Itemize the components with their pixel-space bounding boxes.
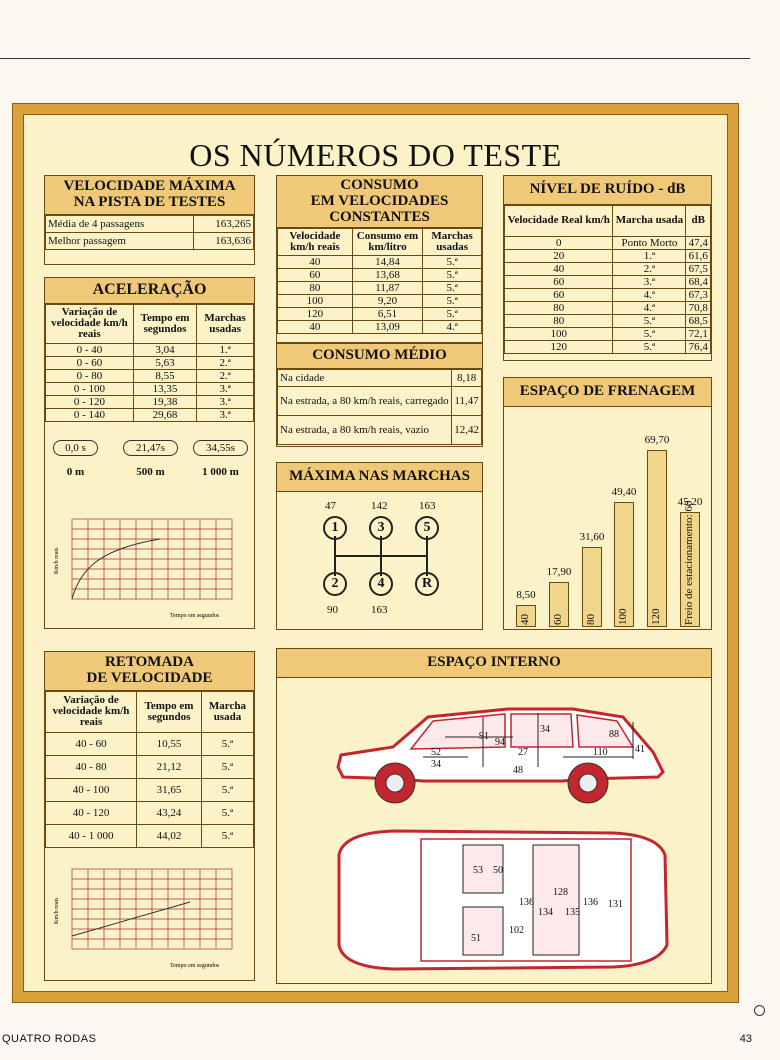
gear-diagram: 47 142 163 1 3 5 2 4 R 90 163 <box>277 492 482 622</box>
svg-text:110: 110 <box>593 747 608 758</box>
braking-bar-value: 45,20 <box>677 496 703 508</box>
marker-500: 21,47s 500 m <box>123 440 178 478</box>
svg-text:51: 51 <box>471 933 481 944</box>
noise-table: Velocidade Real km/h Marcha usada dB 0 Ponto Morto 47,4 20 1.ª 61,6 40 2.ª 67,5 60 3.ª 68,4 60 4.ª 67,3 80 4.ª 70,8 80 5.ª 68,5 100 5.ª 72,1 120 5.ª 76,4 <box>504 205 711 354</box>
consumption-table: Velocidade km/h reais Consumo em km/litro Marchas usadas 40 14,84 5.ª 60 13,68 5.ª 80 11,87 5.ª 100 9,20 5.ª 120 6,51 5.ª 40 13,09 4.ª <box>277 228 482 334</box>
footer-page-number: 43 <box>739 1033 752 1045</box>
gear-3-icon: 3 <box>369 516 393 540</box>
table-row: Na estrada, a 80 km/h reais, vazio 12,42 <box>278 415 482 444</box>
braking-header: ESPAÇO DE FRENAGEM <box>504 378 711 407</box>
test-results-panel <box>12 103 739 1003</box>
svg-text:52: 52 <box>431 747 441 758</box>
table-row: 60 4.ª 67,3 <box>505 288 711 301</box>
marker-0: 0,0 s 0 m <box>53 440 98 478</box>
top-rule <box>0 58 750 59</box>
acceleration-header: ACELERAÇÃO <box>45 278 254 304</box>
consumption-header: CONSUMO EM VELOCIDADES CONSTANTES <box>277 176 482 228</box>
svg-text:131: 131 <box>608 899 623 910</box>
svg-text:Tempo em segundos: Tempo em segundos <box>170 963 220 969</box>
table-row: 40 - 100 31,65 5.ª <box>46 778 254 801</box>
table-row: 0 - 120 19,38 3.ª <box>46 395 254 408</box>
acceleration-box <box>44 277 255 629</box>
braking-bar-category: 120 <box>650 608 662 625</box>
table-row: 120 5.ª 76,4 <box>505 340 711 353</box>
svg-text:41: 41 <box>635 744 645 755</box>
interior-space-header: ESPAÇO INTERNO <box>277 649 711 678</box>
gear-2-icon: 2 <box>323 572 347 596</box>
svg-text:34: 34 <box>540 724 550 735</box>
resumption-chart <box>50 864 250 974</box>
gear-1-icon: 1 <box>323 516 347 540</box>
svg-text:88: 88 <box>609 729 619 740</box>
braking-bar-value: 69,70 <box>644 434 670 446</box>
average-consumption-box <box>276 343 483 447</box>
resumption-box <box>44 651 255 981</box>
braking-bar <box>647 450 667 627</box>
gear-r-icon: R <box>415 572 439 596</box>
table-row: 120 6,51 5.ª <box>278 308 482 321</box>
car-top-view <box>333 825 673 975</box>
table-row: 40 - 1 000 44,02 5.ª <box>46 824 254 847</box>
braking-bar-value: 17,90 <box>546 566 572 578</box>
table-row: 20 1.ª 61,6 <box>505 249 711 262</box>
rear-seat-icon <box>533 845 579 955</box>
svg-text:50: 50 <box>493 865 503 876</box>
braking-bar-category: 80 <box>585 614 597 625</box>
table-row: 0 Ponto Morto 47,4 <box>505 236 711 249</box>
resumption-header: RETOMADA DE VELOCIDADE <box>45 652 254 691</box>
table-row: 40 - 80 21,12 5.ª <box>46 755 254 778</box>
braking-bar-category: 100 <box>617 608 629 625</box>
svg-text:Km/h reais: Km/h reais <box>54 547 60 574</box>
footer-magazine: QUATRO RODAS <box>2 1033 97 1045</box>
svg-text:136: 136 <box>583 897 598 908</box>
table-row: 40 - 60 10,55 5.ª <box>46 732 254 755</box>
table-row: 0 - 100 13,35 3.ª <box>46 382 254 395</box>
acceleration-table: Variação de velocidade km/h reais Tempo em segundos Marchas usadas 0 - 40 3,04 1.ª 0 - 60 5,63 2.ª 0 - 80 8,55 2.ª 0 - 100 13,35 3.ª 0 - 120 19,38 3.ª 0 - 140 29,68 3.ª <box>45 304 254 422</box>
braking-bar-value: 8,50 <box>516 589 536 601</box>
table-row: 40 14,84 5.ª <box>278 256 482 269</box>
svg-text:48: 48 <box>513 765 523 776</box>
max-speed-table <box>45 215 254 250</box>
gear-max-box <box>276 462 483 630</box>
table-row: Melhor passagem 163,636 <box>46 232 254 249</box>
noise-header: NÍVEL DE RUÍDO - dB <box>504 176 711 205</box>
svg-text:102: 102 <box>509 925 524 936</box>
table-row: 80 4.ª 70,8 <box>505 301 711 314</box>
gear-max-header: MÁXIMA NAS MARCHAS <box>277 463 482 492</box>
table-row: 60 3.ª 68,4 <box>505 275 711 288</box>
braking-bar-value: 31,60 <box>579 531 605 543</box>
page-title: OS NÚMEROS DO TESTE <box>189 137 562 173</box>
corner-circle-mark <box>754 1005 765 1016</box>
braking-bar-value: 49,40 <box>611 486 637 498</box>
svg-text:27: 27 <box>518 747 528 758</box>
average-consumption-table <box>277 369 482 445</box>
front-seat-icon <box>463 907 503 955</box>
distance-markers <box>45 440 254 500</box>
average-consumption-header: CONSUMO MÉDIO <box>277 344 482 369</box>
marker-1000: 34,55s 1 000 m <box>193 440 248 478</box>
svg-text:Tempo em segundos: Tempo em segundos <box>170 613 220 619</box>
table-row: 0 - 80 8,55 2.ª <box>46 369 254 382</box>
table-row: Na cidade 8,18 <box>278 369 482 386</box>
svg-text:94: 94 <box>495 737 505 748</box>
table-row: 40 2.ª 67,5 <box>505 262 711 275</box>
braking-bar-category: 40 <box>519 614 531 625</box>
accel-grid <box>72 519 232 599</box>
table-row: 40 - 120 43,24 5.ª <box>46 801 254 824</box>
svg-text:Km/h reais: Km/h reais <box>54 897 60 924</box>
consumption-box <box>276 175 483 343</box>
table-row: 80 11,87 5.ª <box>278 282 482 295</box>
table-row: 60 13,68 5.ª <box>278 269 482 282</box>
gear-5-icon: 5 <box>415 516 439 540</box>
braking-bar-category: 60 <box>552 614 564 625</box>
resumption-table: Variação de velocidade km/h reais Tempo em segundos Marcha usada 40 - 60 10,55 5.ª 40 - 80 21,12 5.ª 40 - 100 31,65 5.ª 40 - 120 43,24 5.ª 40 - 1 000 44,02 5.ª <box>45 691 254 848</box>
table-row: 100 5.ª 72,1 <box>505 327 711 340</box>
svg-text:136: 136 <box>519 897 534 908</box>
acceleration-chart <box>50 514 250 624</box>
braking-chart <box>510 412 706 627</box>
svg-text:91: 91 <box>479 731 489 742</box>
car-side-view <box>333 697 673 812</box>
table-row: 0 - 140 29,68 3.ª <box>46 408 254 421</box>
braking-box <box>503 377 712 630</box>
noise-box <box>503 175 712 361</box>
svg-text:134: 134 <box>538 907 553 918</box>
resumption-grid <box>72 869 232 949</box>
table-row: 0 - 40 3,04 1.ª <box>46 343 254 356</box>
svg-text:53: 53 <box>473 865 483 876</box>
svg-text:34: 34 <box>431 759 441 770</box>
max-speed-header: VELOCIDADE MÁXIMA NA PISTA DE TESTES <box>45 176 254 215</box>
table-row: 80 5.ª 68,5 <box>505 314 711 327</box>
table-row: Média de 4 passagens 163,265 <box>46 215 254 232</box>
table-row: Na estrada, a 80 km/h reais, carregado 11,47 <box>278 386 482 415</box>
gear-4-icon: 4 <box>369 572 393 596</box>
car-windows <box>411 714 633 749</box>
braking-bar-category: Freio de estacionamento: 60 <box>683 500 695 625</box>
panel-inner <box>23 114 728 992</box>
interior-space-box <box>276 648 712 984</box>
svg-text:128: 128 <box>553 887 568 898</box>
table-row: 40 13,09 4.ª <box>278 321 482 334</box>
max-speed-box <box>44 175 255 265</box>
shift-pattern <box>334 536 428 576</box>
table-row: 0 - 60 5,63 2.ª <box>46 356 254 369</box>
svg-text:135: 135 <box>565 907 580 918</box>
table-row: 100 9,20 5.ª <box>278 295 482 308</box>
